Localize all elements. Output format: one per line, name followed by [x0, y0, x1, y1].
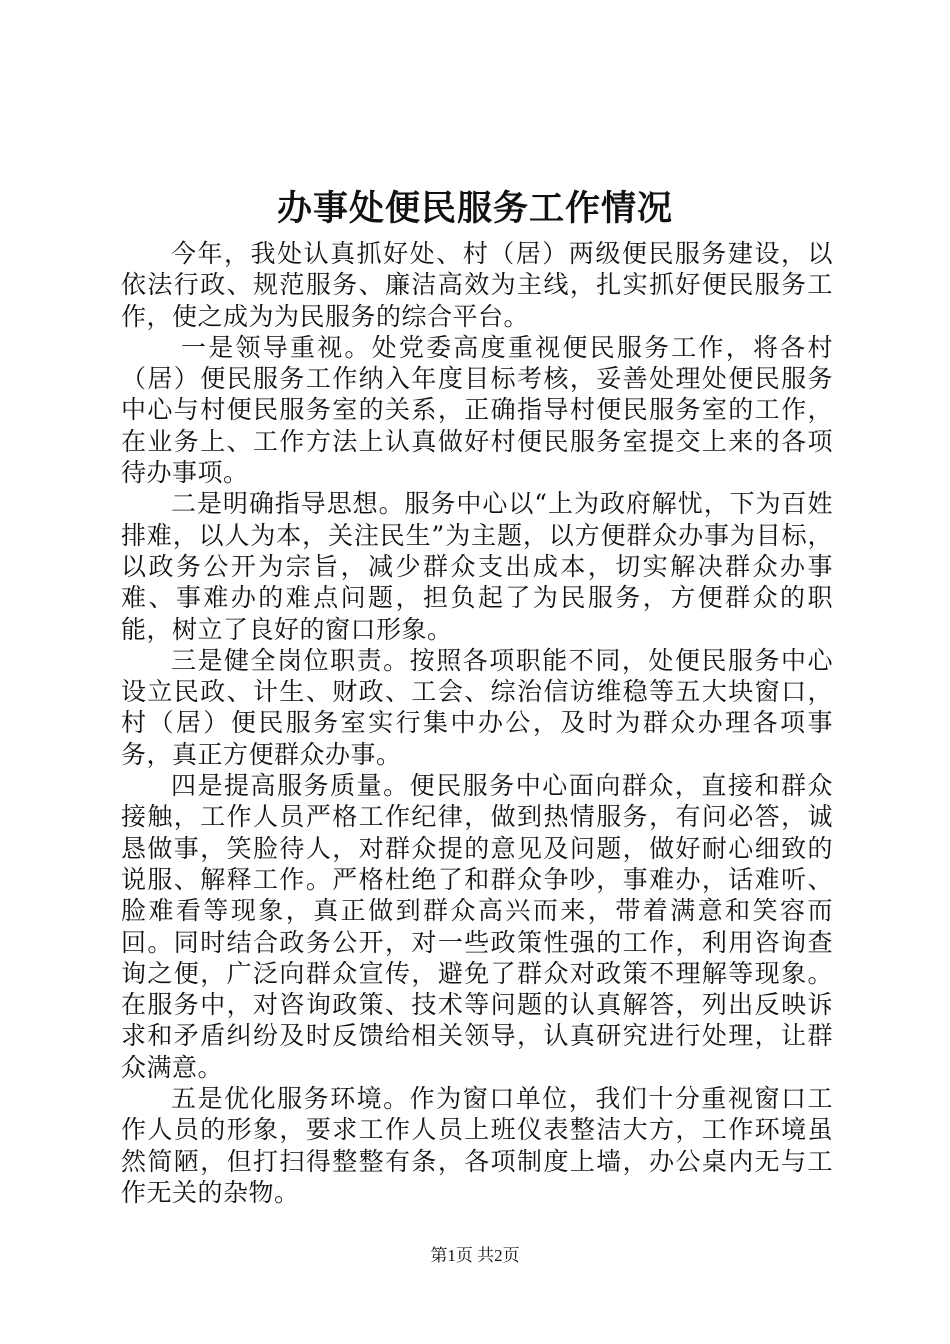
paragraph-service-environment: 五是优化服务环境。作为窗口单位，我们十分重视窗口工作人员的形象，要求工作人员上班仪表整洁大方，工作环境虽然简陋，但打扫得整整有条，各项制度上墙，办公桌内无与工作无关的杂物。 — [121, 1084, 833, 1207]
paragraph-job-duties: 三是健全岗位职责。按照各项职能不同，处便民服务中心设立民政、计生、财政、工会、综治信访维稳等五大块窗口，村（居）便民服务室实行集中办公，及时为群众办理各项事务，真正方便群众办事。 — [121, 645, 833, 769]
paragraph-intro: 今年，我处认真抓好处、村（居）两级便民服务建设，以依法行政、规范服务、廉洁高效为主线，扎实抓好便民服务工作，使之成为为民服务的综合平台。 — [121, 239, 833, 331]
paragraph-guiding-thought: 二是明确指导思想。服务中心以“上为政府解忧，下为百姓排难，以人为本，关注民生”为主题，以方便群众办事为目标，以政务公开为宗旨，减少群众支出成本，切实解决群众办事难、事难办的难点问题，担负起了为民服务，方便群众的职能，树立了良好的窗口形象。 — [121, 489, 833, 644]
document-body — [121, 238, 833, 1208]
paragraph-service-quality: 四是提高服务质量。便民服务中心面向群众，直接和群众接触，工作人员严格工作纪律，做到热情服务，有问必答，诚恳做事，笑脸待人，对群众提的意见及问题，做好耐心细致的说服、解释工作。严格杜绝了和群众争吵，事难办，话难听、脸难看等现象，真正做到群众高兴而来，带着满意和笑容而回。同时结合政务公开，对一些政策性强的工作，利用咨询查询之便，广泛向群众宣传，避免了群众对政策不理解等现象。在服务中，对咨询政策、技术等问题的认真解答，列出反映诉求和矛盾纠纷及时反馈给相关领导，认真研究进行处理，让群众满意。 — [121, 771, 833, 1082]
document-title: 办事处便民服务工作情况 — [276, 188, 673, 229]
paragraph-leadership: 一是领导重视。处党委高度重视便民服务工作，将各村（居）便民服务工作纳入年度目标考核，妥善处理处便民服务中心与村便民服务室的关系，正确指导村便民服务室的工作，在业务上、工作方法上认真做好村便民服务室提交上来的各项待办事项。 — [121, 332, 833, 488]
page-number: 第1页 共2页 — [430, 1246, 520, 1265]
